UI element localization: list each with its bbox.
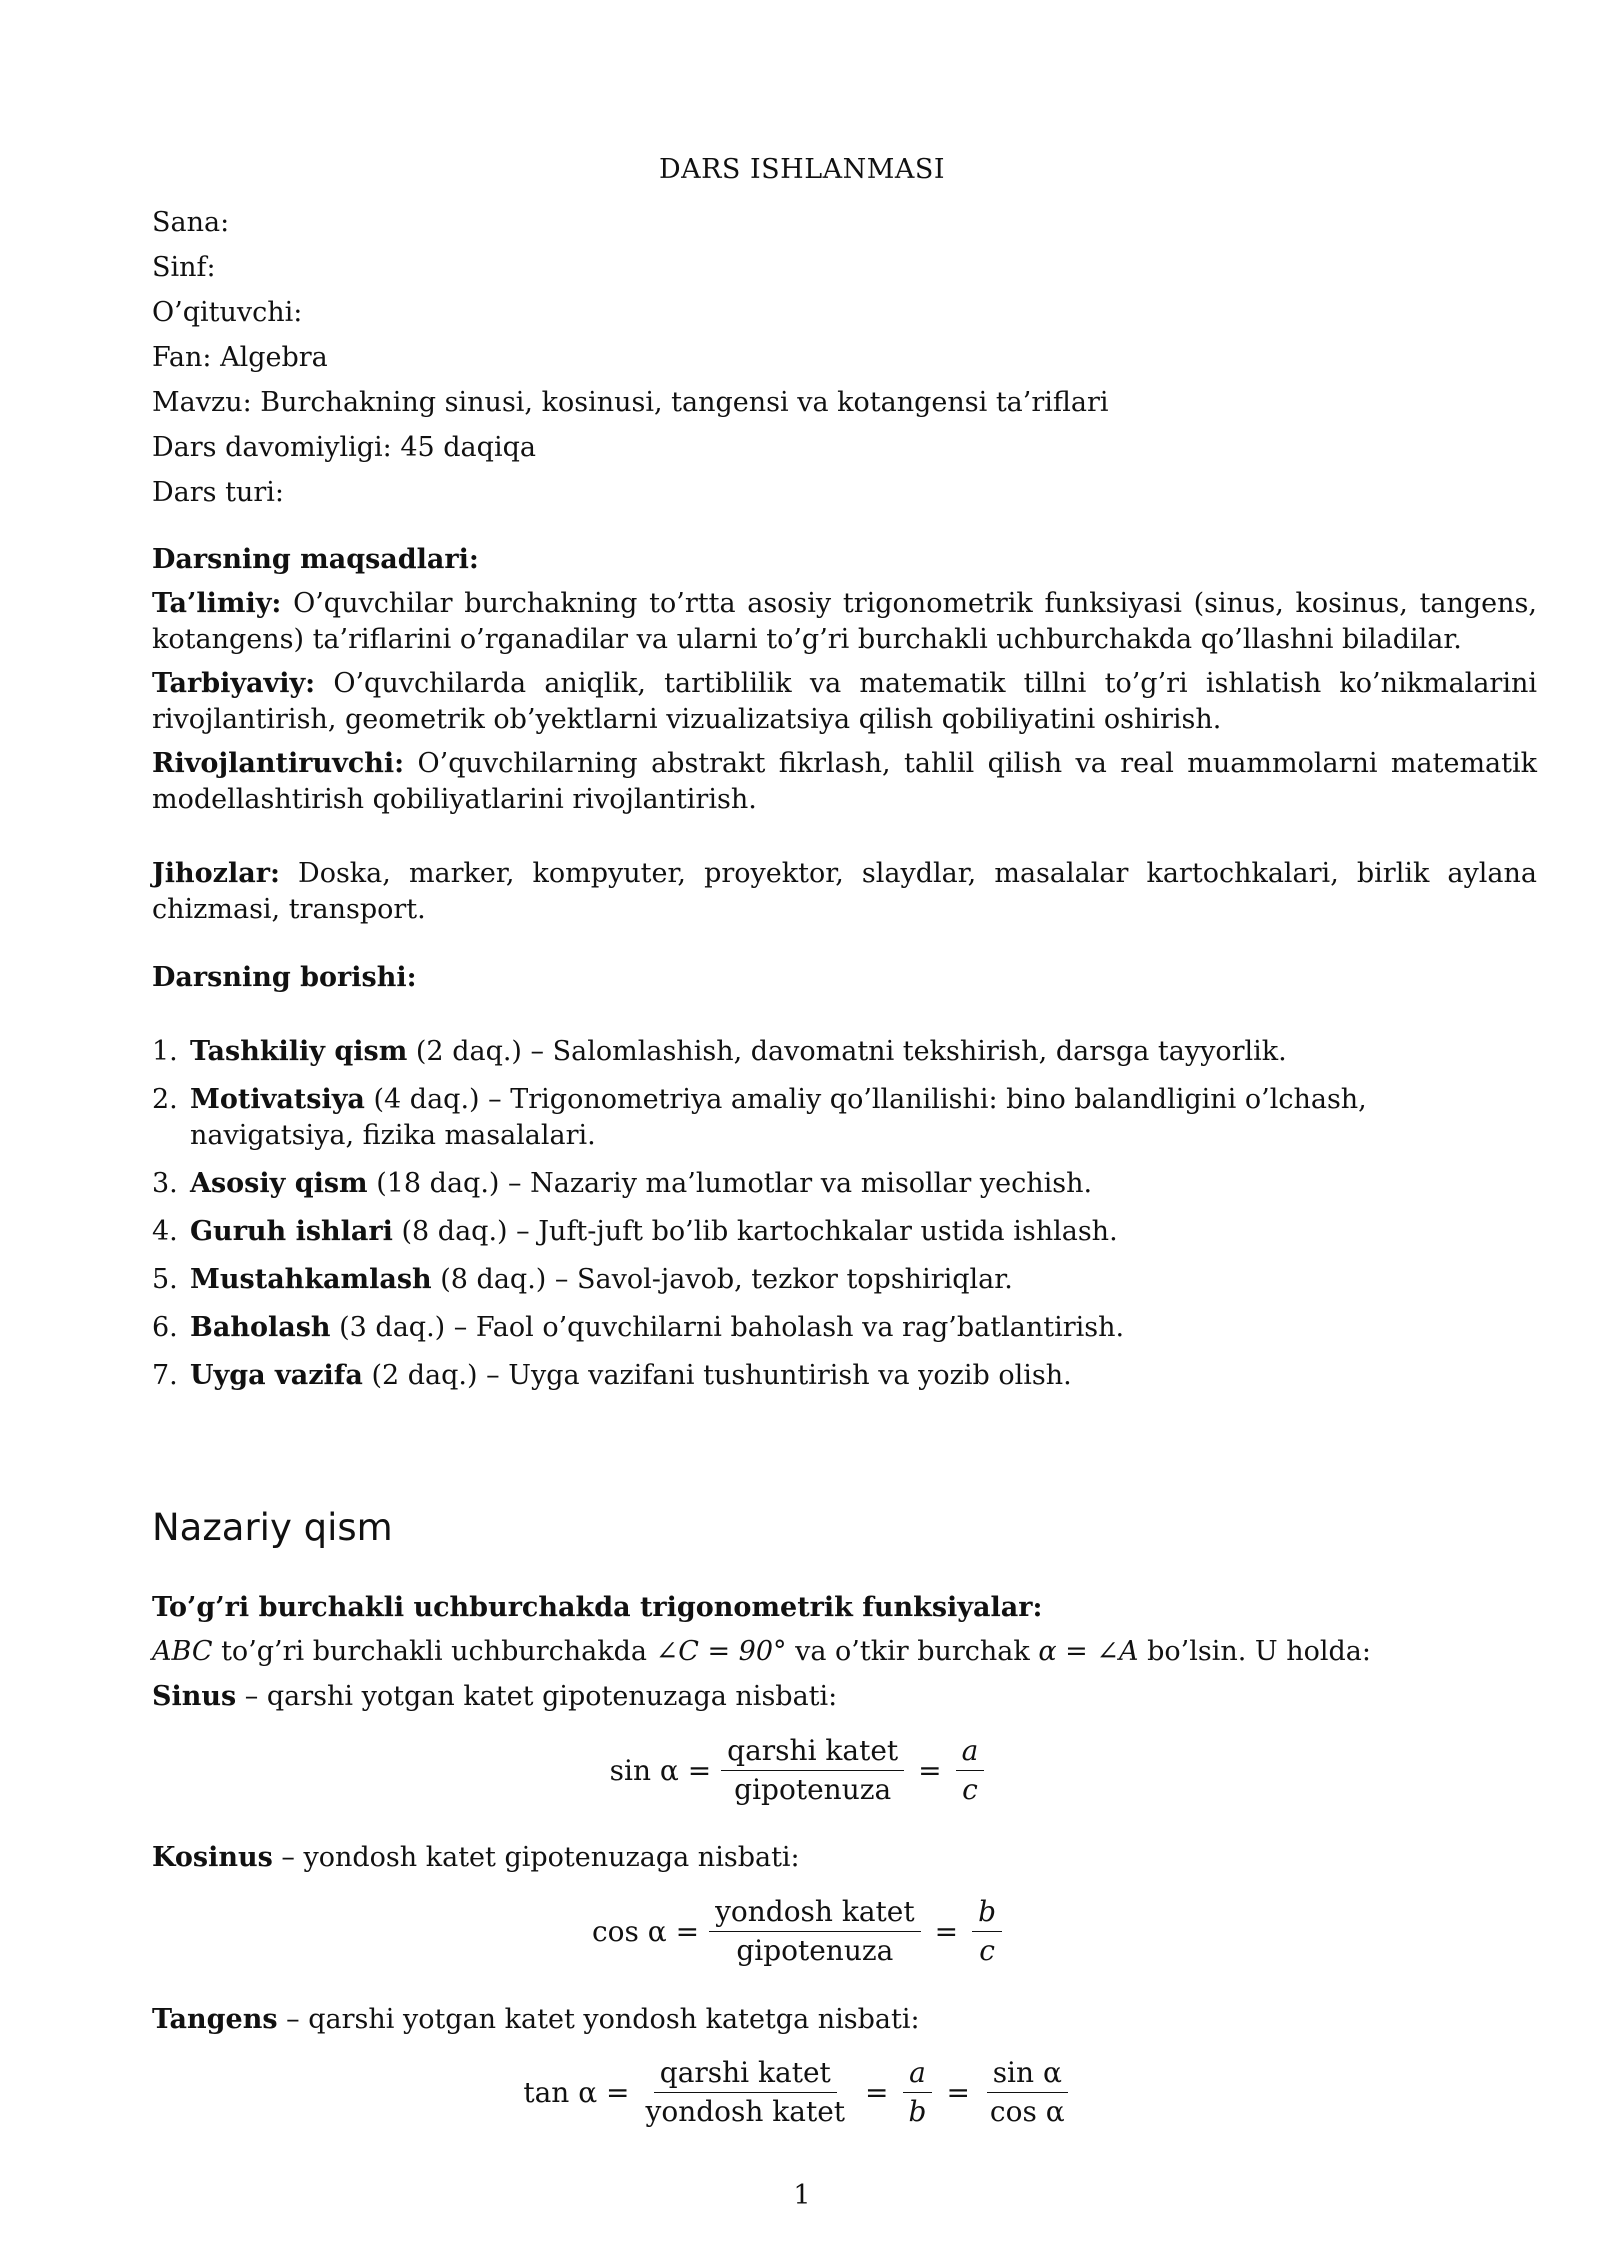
goal-educational-label: Ta’limiy: (152, 588, 282, 619)
meta-duration: Dars davomiyligi: 45 daqiqa (152, 432, 536, 463)
equals-sign: = (934, 1915, 959, 1948)
fraction-numerator: yondosh katet (709, 1897, 921, 1932)
step-number: 1. (152, 1036, 178, 1067)
sinus-definition (152, 1679, 1537, 1715)
goal-developmental (152, 746, 1537, 818)
goal-upbringing-label: Tarbiyaviy: (152, 668, 316, 699)
step-text: (18 daq.) – Nazariy ma’lumotlar va misollar yechish. (367, 1168, 1093, 1199)
goal-upbringing-text: O’quvchilarda aniqlik, tartiblilik va matematik tillni to’g’ri ishlatish ko’nikmalarini rivojlantirish, geometrik ob’yektlarni vizualizatsiya qilish qobiliyatini oshirish. (152, 668, 1537, 735)
sin-fraction-words (721, 1736, 904, 1805)
fraction-denominator: yondosh katet (645, 2095, 846, 2128)
tan-fraction-words (640, 2058, 852, 2127)
step-number: 4. (152, 1216, 178, 1247)
step-number: 7. (152, 1360, 178, 1391)
step-text: (3 daq.) – Faol o’quvchilarni baholash va rag’batlantirish. (330, 1312, 1125, 1343)
intro-text-3: bo’lsin. U holda: (1138, 1636, 1371, 1667)
fraction-numerator: qarshi katet (654, 2058, 837, 2093)
tan-formula (152, 2058, 1452, 2127)
tangens-definition (152, 2002, 1537, 2038)
sin-fraction-letters (956, 1736, 985, 1805)
tan-lhs: tan α = (523, 2076, 630, 2109)
document-page (152, 0, 1542, 2262)
fraction-numerator: a (903, 2058, 932, 2093)
step-title: Uyga vazifa (190, 1360, 363, 1391)
step-number: 3. (152, 1168, 178, 1199)
kosinus-definition (152, 1840, 1537, 1876)
step-number: 2. (152, 1084, 178, 1115)
step-text: (4 daq.) – Trigonometriya amaliy qo’llanilishi: bino balandligini o’lchash, navigatsiya, fizika masalalari. (190, 1084, 1367, 1151)
step-title: Motivatsiya (190, 1084, 365, 1115)
kosinus-text: – yondosh katet gipotenuzaga nisbati: (272, 1842, 800, 1873)
lesson-steps-list (152, 1034, 1537, 1406)
equals-sign: = (865, 2076, 889, 2109)
fraction-denominator: c (979, 1934, 995, 1967)
meta-subject: Fan: Algebra (152, 342, 328, 373)
fraction-denominator: gipotenuza (736, 1934, 894, 1967)
alpha-definition: α = ∠A (1038, 1636, 1139, 1667)
list-item (152, 1166, 1537, 1202)
step-title: Tashkiliy qism (190, 1036, 408, 1067)
page-number: 1 (793, 2180, 811, 2211)
fraction-denominator: gipotenuza (734, 1773, 892, 1806)
goal-educational (152, 586, 1537, 658)
step-text: (8 daq.) – Savol-javob, tezkor topshiriqlar. (431, 1264, 1013, 1295)
step-title: Mustahkamlash (190, 1264, 432, 1295)
list-item (152, 1214, 1537, 1250)
step-text: (8 daq.) – Juft-juft bo’lib kartochkalar ustida ishlash. (392, 1216, 1118, 1247)
cos-formula (152, 1897, 1452, 1966)
equipment-section (152, 856, 1537, 928)
step-text: (2 daq.) – Salomlashish, davomatni tekshirish, darsga tayyorlik. (407, 1036, 1287, 1067)
step-number: 6. (152, 1312, 178, 1343)
sin-lhs: sin α = (609, 1754, 712, 1787)
list-item (152, 1034, 1537, 1070)
step-text: (2 daq.) – Uyga vazifani tushuntirish va yozib olish. (362, 1360, 1072, 1391)
step-title: Asosiy qism (190, 1168, 368, 1199)
sin-formula (152, 1736, 1452, 1805)
step-title: Baholash (190, 1312, 331, 1343)
cos-lhs: cos α = (591, 1915, 700, 1948)
cos-fraction-words (709, 1897, 921, 1966)
meta-teacher: O’qituvchi: (152, 297, 303, 328)
equipment-paragraph (152, 856, 1537, 928)
fraction-numerator: sin α (987, 2058, 1068, 2093)
intro-text-2: va o’tkir burchak (786, 1636, 1039, 1667)
tangens-text: – qarshi yotgan katet yondosh katetga nisbati: (277, 2004, 920, 2035)
fraction-numerator: a (956, 1736, 985, 1771)
meta-topic: Mavzu: Burchakning sinusi, kosinusi, tangensi va kotangensi ta’riflari (152, 387, 1109, 418)
goals-section (152, 542, 1537, 818)
goals-heading: Darsning maqsadlari: (152, 544, 479, 575)
fraction-numerator: qarshi katet (721, 1736, 904, 1771)
fraction-denominator: b (908, 2095, 927, 2128)
step-number: 5. (152, 1264, 178, 1295)
intro-text-1: to’g’ri burchakli uchburchakda (212, 1636, 656, 1667)
goal-educational-text: O’quvchilar burchakning to’rtta asosiy trigonometrik funksiyasi (sinus, kosinus, tangens, kotangens) ta’riflarini o’rganadilar va ularni to’g’ri burchakli uchburchakda qo’llashni biladilar. (152, 588, 1537, 655)
equipment-label: Jihozlar: (152, 858, 280, 889)
sinus-label: Sinus (152, 1681, 237, 1712)
theory-subheading: To’g’ri burchakli uchburchakda trigonometrik funksiyalar: (152, 1592, 1043, 1623)
list-item (152, 1082, 1537, 1154)
meta-date: Sana: (152, 207, 230, 238)
theory-section-title: Nazariy qism (152, 1506, 393, 1549)
list-item (152, 1358, 1537, 1394)
goal-developmental-text: O’quvchilarning abstrakt fikrlash, tahlil qilish va real muammolarni matematik modellashtirish qobiliyatlarini rivojlantirish. (152, 748, 1537, 815)
meta-class: Sinf: (152, 252, 216, 283)
sinus-text: – qarshi yotgan katet gipotenuzaga nisbati: (236, 1681, 838, 1712)
theory-intro (152, 1634, 1537, 1670)
document-title: DARS ISHLANMASI (658, 154, 946, 185)
list-item (152, 1310, 1537, 1346)
lesson-meta (152, 200, 1109, 515)
tangens-label: Tangens (152, 2004, 278, 2035)
step-title: Guruh ishlari (190, 1216, 393, 1247)
angle-c: ∠C = 90° (655, 1636, 787, 1667)
tan-fraction-trig (984, 2058, 1071, 2127)
goal-upbringing (152, 666, 1537, 738)
equipment-text: Doska, marker, kompyuter, proyektor, slaydlar, masalalar kartochkalari, birlik aylana chizmasi, transport. (152, 858, 1537, 925)
process-heading: Darsning borishi: (152, 962, 417, 993)
triangle-abc: ABC (152, 1636, 213, 1667)
fraction-numerator: b (972, 1897, 1002, 1932)
kosinus-label: Kosinus (152, 1842, 273, 1873)
goal-developmental-label: Rivojlantiruvchi: (152, 748, 405, 779)
list-item (152, 1262, 1537, 1298)
equals-sign: = (946, 2076, 970, 2109)
meta-lesson-type: Dars turi: (152, 477, 284, 508)
tan-fraction-letters (903, 2058, 933, 2127)
cos-fraction-letters (972, 1897, 1002, 1966)
equals-sign: = (918, 1754, 942, 1787)
fraction-denominator: cos α (989, 2095, 1065, 2128)
fraction-denominator: c (962, 1773, 978, 1806)
